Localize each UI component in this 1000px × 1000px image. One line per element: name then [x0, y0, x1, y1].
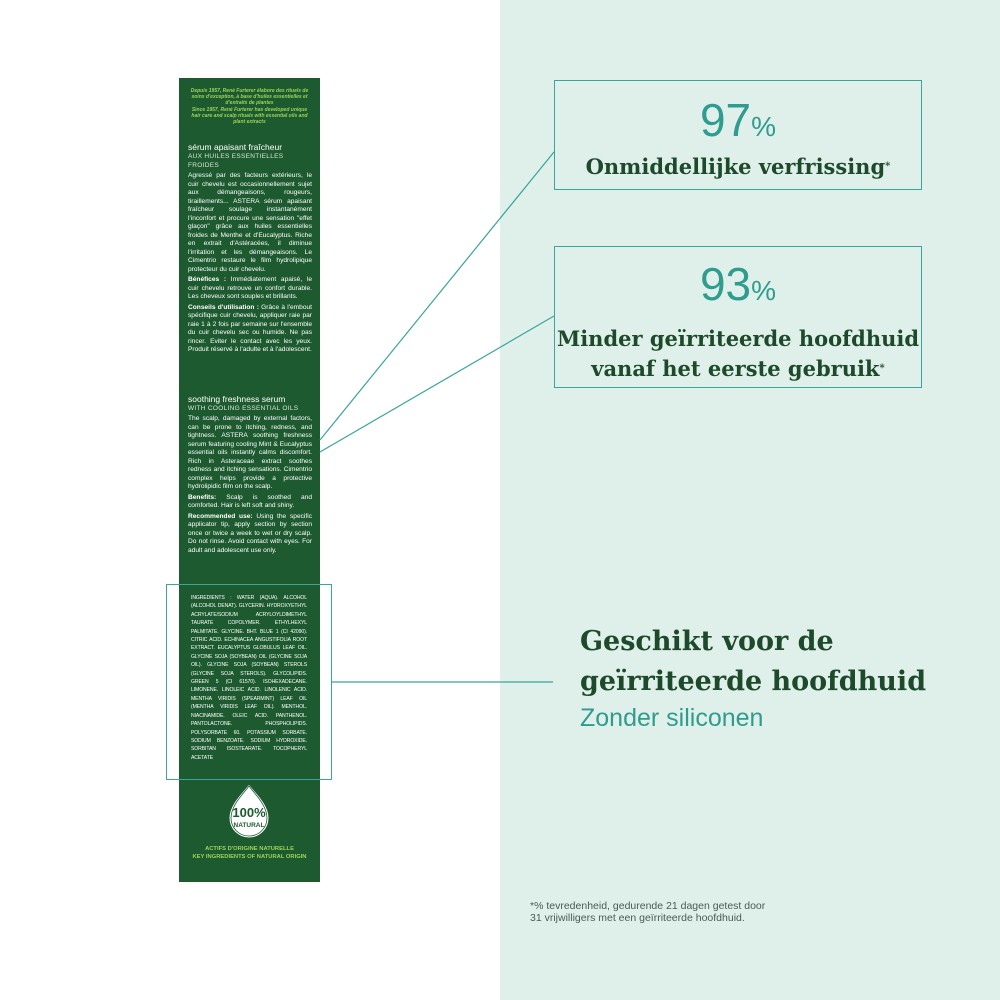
en-subtitle: WITH COOLING ESSENTIAL OILS [188, 405, 299, 412]
intro-en: Since 1957, René Furterer has developed unique hair care and scalp rituals with essential oils and plant extracts [191, 107, 308, 125]
fr-description: Agressé par des facteurs extérieurs, le cuir chevelu est occasionnellement sujet aux démangeaisons, rougeurs, tiraillements... ASTERA sérum apaisant fraîcheur soulage instantanément l'inconfort et procure une sensation "effet glaçon" grâce aux huiles essentielles froides de Menthe et d'Eucalyptus. Riche en extrait d'Astéracées, il diminue l'irritation et les démangeaisons. Le Cimentrio restaure le film hydrolipique protecteur du cuir chevelu. [188, 172, 312, 273]
en-description: The scalp, damaged by external factors, can be prone to itching, redness, and tightness. ASTERA soothing freshness serum featuring cooling Mint & Eucalyptus essential oils instantly calms discomfort. Rich in Asteraceae extract soothes redness and itching sensations. Cimentrio complex helps provide a protective hydrolipidic film on the scalp. [188, 415, 312, 490]
claim-title-line1: Geschikt voor de [580, 626, 834, 657]
claim-title-line2: geïrriteerde hoofdhuid [580, 666, 927, 697]
en-title: soothing freshness serum [188, 394, 286, 404]
en-benefits-label: Benefits: [188, 493, 217, 501]
stat-description-line2 [555, 354, 921, 384]
stat-unit: % [751, 111, 777, 142]
connector-line-93 [320, 316, 554, 452]
footnote [530, 900, 830, 924]
stat-unit: % [751, 275, 777, 306]
stat-box-93 [554, 246, 922, 388]
footnote-line2: 31 vrijwilligers met een geïrriteerde hoofdhuid. [530, 912, 745, 924]
fr-use-text: Grâce à l'embout spécifique cuir chevelu, appliquer raie par raie 1 à 2 fois par semaine sur l'ensemble du cuir chevelu sec ou humide. Ne pas rincer. Eviter le contact avec les yeux. Produit réservé à l'adulte et à l'adolescent. [188, 303, 312, 353]
footer-en: KEY INGREDIENTS OF NATURAL ORIGIN [192, 853, 307, 860]
intro-fr: Depuis 1957, René Furterer élabore des rituels de soins d'exception, à base d'huiles essentielles et d'extraits de plantes [190, 88, 309, 106]
stat-percent [555, 259, 921, 316]
stat-value: 93 [699, 258, 752, 310]
fr-use-label: Conseils d'utilisation : [188, 303, 259, 311]
en-use-label: Recommended use: [188, 512, 253, 520]
badge-percent: 100% [232, 805, 266, 820]
footnote-line1: *% tevredenheid, gedurende 21 dagen getest door [530, 900, 766, 912]
en-benefits-text: Scalp is soothed and comforted. Hair is left soft and shiny. [188, 493, 312, 509]
stat-box-97 [554, 80, 922, 190]
fr-benefits-label: Bénéfices : [188, 276, 227, 283]
fr-benefits-text: Immédiatement apaisé, le cuir chevelu retrouve un confort durable. Les cheveux sont souples et brillants. [188, 276, 312, 300]
fr-title: sérum apaisant fraîcheur [188, 142, 283, 152]
connector-line-97 [320, 152, 554, 440]
stat-description-text: Onmiddellijke verfrissing [585, 154, 886, 179]
footnote-mark: * [879, 363, 885, 374]
claim-subtitle: Zonder siliconen [580, 704, 764, 732]
footer-fr: ACTIFS D'ORIGINE NATURELLE [205, 846, 294, 852]
stat-percent [555, 95, 921, 152]
fr-subtitle: AUX HUILES ESSENTIELLES FROIDES [188, 153, 284, 169]
ingredients-list: INGREDIENTS : WATER (AQUA). ALCOHOL (ALCOHOL DENAT). GLYCERIN. HYDROXYETHYL ACRYLATE/SODIUM ACRYLOYLDIMETHYL TAURATE COPOLYMER. ETHYLHEXYL PALMITATE. GLYCINE. BHT. BLUE 1 (CI 42090). CITRIC ACID. ECHINACEA ANGUSTIFOLIA ROOT EXTRACT. EUCALYPTUS GLOBULUS LEAF OIL. GLYCINE SOJA (SOYBEAN) OIL (GLYCINE SOJA OIL). GLYCINE SOJA (SOYBEAN) STEROLS (GLYCINE SOJA STEROLS). GLYCOLIPIDS. GREEN 5 (CI 61570). ISOHEXADECANE. LIMONENE. LINOLEIC ACID. LINOLENIC ACID. MENTHA VIRIDIS (SPEARMINT) LEAF OIL (MENTHA VIRIDIS LEAF OIL). MENTHOL. NIACINAMIDE. OLEIC ACID. PANTHENOL. PANTOLACTONE. PHOSPHOLIPIDS. POLYSORBATE 60. POTASSIUM SORBATE. SODIUM BENZOATE. SODIUM HYDROXIDE. SORBITAN ISOSTEARATE. TOCOPHERYL ACETATE [191, 595, 307, 761]
stat-value: 97 [699, 94, 752, 146]
badge-label: NATURAL [233, 822, 265, 829]
claim-block [580, 622, 980, 734]
stat-description-line1: Minder geïrriteerde hoofdhuid [556, 326, 920, 351]
stat-description [555, 152, 921, 182]
en-use-text: Using the specific applicator tip, apply section by section once or twice a week to wet or dry scalp. Do not rinse. Avoid contact with eyes. For adult and adolescent use only. [188, 512, 312, 554]
footnote-mark: * [885, 161, 891, 172]
stat-description-text: vanaf het eerste gebruik [591, 356, 880, 381]
